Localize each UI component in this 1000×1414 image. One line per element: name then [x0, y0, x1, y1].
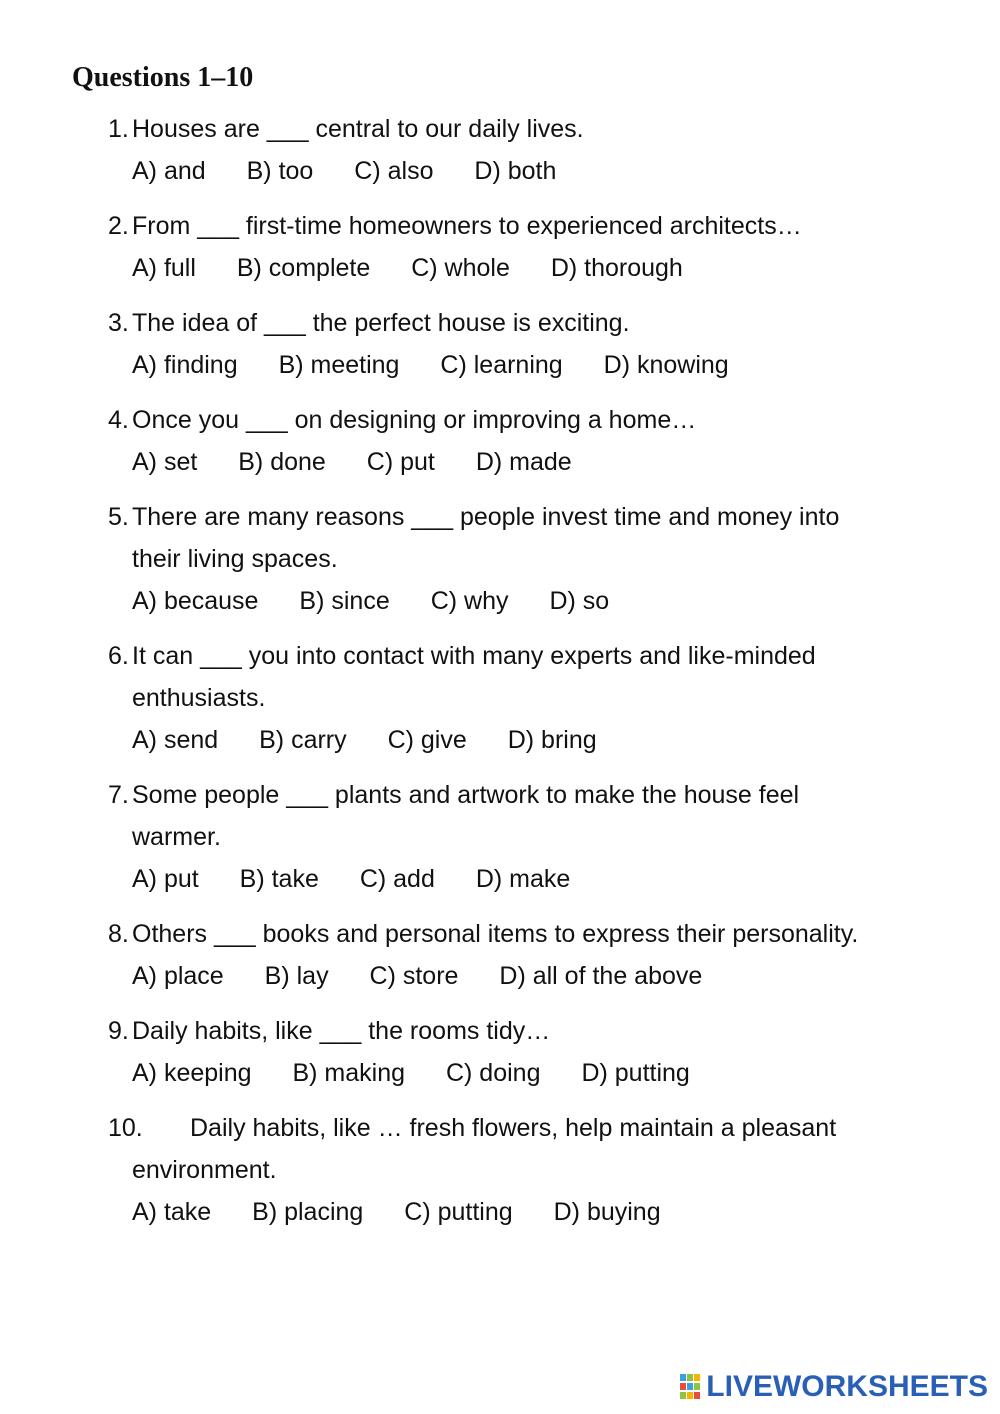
option-c[interactable]: C) putting	[404, 1198, 513, 1226]
question-line	[108, 1107, 948, 1149]
option-b[interactable]: B) meeting	[278, 351, 400, 379]
question-text: Daily habits, like ___ the rooms tidy…	[132, 1017, 551, 1045]
option-c[interactable]: C) put	[366, 448, 435, 476]
option-c[interactable]: C) also	[354, 157, 434, 185]
option-a[interactable]: A) finding	[132, 351, 238, 379]
question-item	[108, 496, 948, 622]
question-line	[108, 1010, 948, 1052]
option-b[interactable]: B) carry	[259, 726, 347, 754]
question-number: 5.	[108, 503, 129, 531]
question-text: It can ___ you into contact with many experts and like-minded	[132, 642, 816, 670]
option-c[interactable]: C) whole	[411, 254, 510, 282]
question-text: There are many reasons ___ people invest time and money into	[132, 503, 840, 531]
liveworksheets-logo[interactable]	[680, 1370, 988, 1404]
question-item	[108, 913, 948, 997]
option-d[interactable]: D) thorough	[550, 254, 683, 282]
question-item	[108, 635, 948, 761]
option-b[interactable]: B) done	[238, 448, 326, 476]
option-d[interactable]: D) all of the above	[499, 962, 703, 990]
question-number: 4.	[108, 406, 129, 434]
answer-options	[108, 580, 948, 622]
question-line	[108, 399, 948, 441]
answer-options	[108, 441, 948, 483]
answer-options	[108, 344, 948, 386]
question-number: 8.	[108, 920, 129, 948]
question-text: Once you ___ on designing or improving a home…	[132, 406, 697, 434]
question-item	[108, 108, 948, 192]
option-c[interactable]: C) add	[359, 865, 435, 893]
option-a[interactable]: A) place	[132, 962, 224, 990]
option-a[interactable]: A) full	[132, 254, 196, 282]
option-b[interactable]: B) making	[292, 1059, 406, 1087]
question-number: 3.	[108, 309, 129, 337]
question-number: 1.	[108, 115, 129, 143]
option-a[interactable]: A) because	[132, 587, 259, 615]
option-a[interactable]: A) put	[132, 865, 199, 893]
question-text: Some people ___ plants and artwork to make the house feel	[132, 781, 800, 809]
option-a[interactable]: A) send	[132, 726, 219, 754]
option-c[interactable]: C) store	[369, 962, 459, 990]
option-c[interactable]: C) learning	[440, 351, 563, 379]
question-number: 9.	[108, 1017, 129, 1045]
question-item	[108, 1107, 948, 1233]
question-text: Daily habits, like … fresh flowers, help maintain a pleasant	[190, 1114, 837, 1142]
question-text-continuation: warmer.	[132, 823, 221, 851]
answer-options	[108, 955, 948, 997]
question-number: 10.	[108, 1114, 143, 1142]
option-d[interactable]: D) bring	[507, 726, 597, 754]
question-text-continuation: their living spaces.	[132, 545, 338, 573]
question-item	[108, 205, 948, 289]
question-item	[108, 399, 948, 483]
option-a[interactable]: A) keeping	[132, 1059, 252, 1087]
question-item	[108, 302, 948, 386]
question-line	[108, 205, 948, 247]
question-number: 7.	[108, 781, 129, 809]
question-line	[108, 302, 948, 344]
question-line	[108, 496, 948, 538]
option-c[interactable]: C) give	[387, 726, 467, 754]
option-d[interactable]: D) make	[475, 865, 571, 893]
question-text-continuation: environment.	[132, 1156, 277, 1184]
question-item	[108, 1010, 948, 1094]
page-title: Questions 1–10	[72, 62, 254, 93]
option-b[interactable]: B) placing	[252, 1198, 364, 1226]
option-d[interactable]: D) putting	[581, 1059, 690, 1087]
question-text: Others ___ books and personal items to express their personality.	[132, 920, 859, 948]
answer-options	[108, 858, 948, 900]
option-b[interactable]: B) lay	[264, 962, 329, 990]
answer-options	[108, 1052, 948, 1094]
option-d[interactable]: D) buying	[553, 1198, 661, 1226]
option-b[interactable]: B) complete	[236, 254, 371, 282]
option-b[interactable]: B) too	[246, 157, 314, 185]
question-number: 2.	[108, 212, 129, 240]
question-text-continuation: enthusiasts.	[132, 684, 266, 712]
logo-text: LIVEWORKSHEETS	[706, 1370, 988, 1403]
option-b[interactable]: B) take	[239, 865, 319, 893]
option-c[interactable]: C) why	[430, 587, 509, 615]
liveworksheets-logo-icon	[680, 1374, 702, 1400]
answer-options	[108, 719, 948, 761]
answer-options	[108, 150, 948, 192]
option-b[interactable]: B) since	[299, 587, 390, 615]
option-a[interactable]: A) and	[132, 157, 206, 185]
option-d[interactable]: D) knowing	[603, 351, 729, 379]
question-line	[108, 774, 948, 816]
question-line	[108, 913, 948, 955]
question-text: From ___ first-time homeowners to experienced architects…	[132, 212, 802, 240]
answer-options	[108, 247, 948, 289]
question-line	[108, 635, 948, 677]
answer-options	[108, 1191, 948, 1233]
option-d[interactable]: D) both	[474, 157, 557, 185]
option-a[interactable]: A) set	[132, 448, 198, 476]
option-a[interactable]: A) take	[132, 1198, 212, 1226]
option-d[interactable]: D) made	[475, 448, 572, 476]
question-text: Houses are ___ central to our daily lives.	[132, 115, 584, 143]
question-item	[108, 774, 948, 900]
question-text: The idea of ___ the perfect house is exciting.	[132, 309, 630, 337]
option-d[interactable]: D) so	[549, 587, 610, 615]
option-c[interactable]: C) doing	[445, 1059, 541, 1087]
question-line	[108, 108, 948, 150]
question-number: 6.	[108, 642, 129, 670]
